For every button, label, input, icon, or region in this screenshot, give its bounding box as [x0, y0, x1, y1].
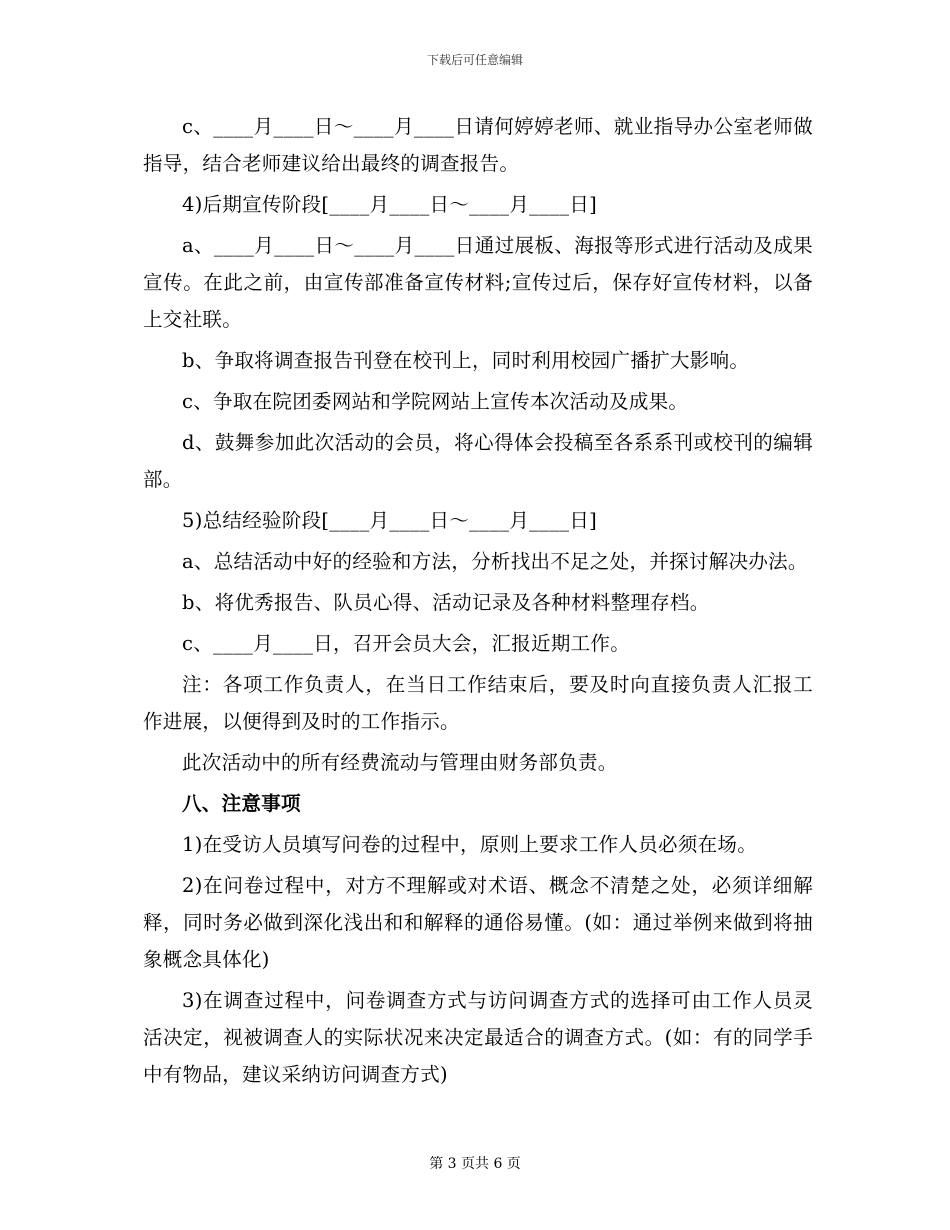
paragraph-note-2: 2)在问卷过程中，对方不理解或对术语、概念不清楚之处，必须详细解释，同时务必做到深化浅出和和解释的通俗易懂。(如：通过举例来做到将抽象概念具体化)	[143, 874, 813, 971]
paragraph-phase4-d: d、鼓舞参加此次活动的会员，将心得体会投稿至各系系刊或校刊的编辑部。	[143, 431, 813, 491]
document-body	[143, 108, 813, 1097]
paragraph-phase4-a: a、____月____日～____月____日通过展板、海报等形式进行活动及成果宣传。在此之前，由宣传部准备宣传材料;宣传过后，保存好宣传材料，以备上交社联。	[143, 234, 813, 331]
paragraph-phase3-c: c、____月____日～____月____日请何婷婷老师、就业指导办公室老师做指导，结合老师建议给出最终的调查报告。	[143, 115, 813, 175]
paragraph-phase5-title: 5)总结经验阶段[____月____日～____月____日]	[182, 509, 598, 532]
paragraph-phase5-b: b、将优秀报告、队员心得、活动记录及各种材料整理存档。	[182, 591, 710, 614]
paragraph-phase5-c: c、____月____日，召开会员大会，汇报近期工作。	[182, 632, 631, 655]
paragraph-note-1: 1)在受访人员填写问卷的过程中，原则上要求工作人员必须在场。	[182, 833, 758, 856]
section-heading-notes: 八、注意事项	[182, 792, 301, 815]
page-header: 下载后可任意编辑	[426, 53, 523, 67]
page-footer: 第 3 页共 6 页	[429, 1156, 521, 1172]
paragraph-phase4-title: 4)后期宣传阶段[____月____日～____月____日]	[182, 193, 598, 216]
paragraph-phase5-a: a、总结活动中好的经验和方法，分析找出不足之处，并探讨解决办法。	[182, 550, 808, 573]
paragraph-phase4-b: b、争取将调查报告刊登在校刊上，同时利用校园广播扩大影响。	[182, 349, 750, 372]
paragraph-note-3: 3)在调查过程中，问卷调查方式与访问调查方式的选择可由工作人员灵活决定，视被调查人的实际状况来决定最适合的调查方式。(如：有的同学手中有物品，建议采纳访问调查方式)	[143, 989, 813, 1086]
paragraph-phase4-c: c、争取在院团委网站和学院网站上宣传本次活动及成果。	[182, 390, 689, 413]
paragraph-finance: 此次活动中的所有经费流动与管理由财务部负责。	[182, 751, 618, 774]
paragraph-note: 注：各项工作负责人，在当日工作结束后，要及时向直接负责人汇报工作进展，以便得到及时的工作指示。	[143, 673, 813, 733]
